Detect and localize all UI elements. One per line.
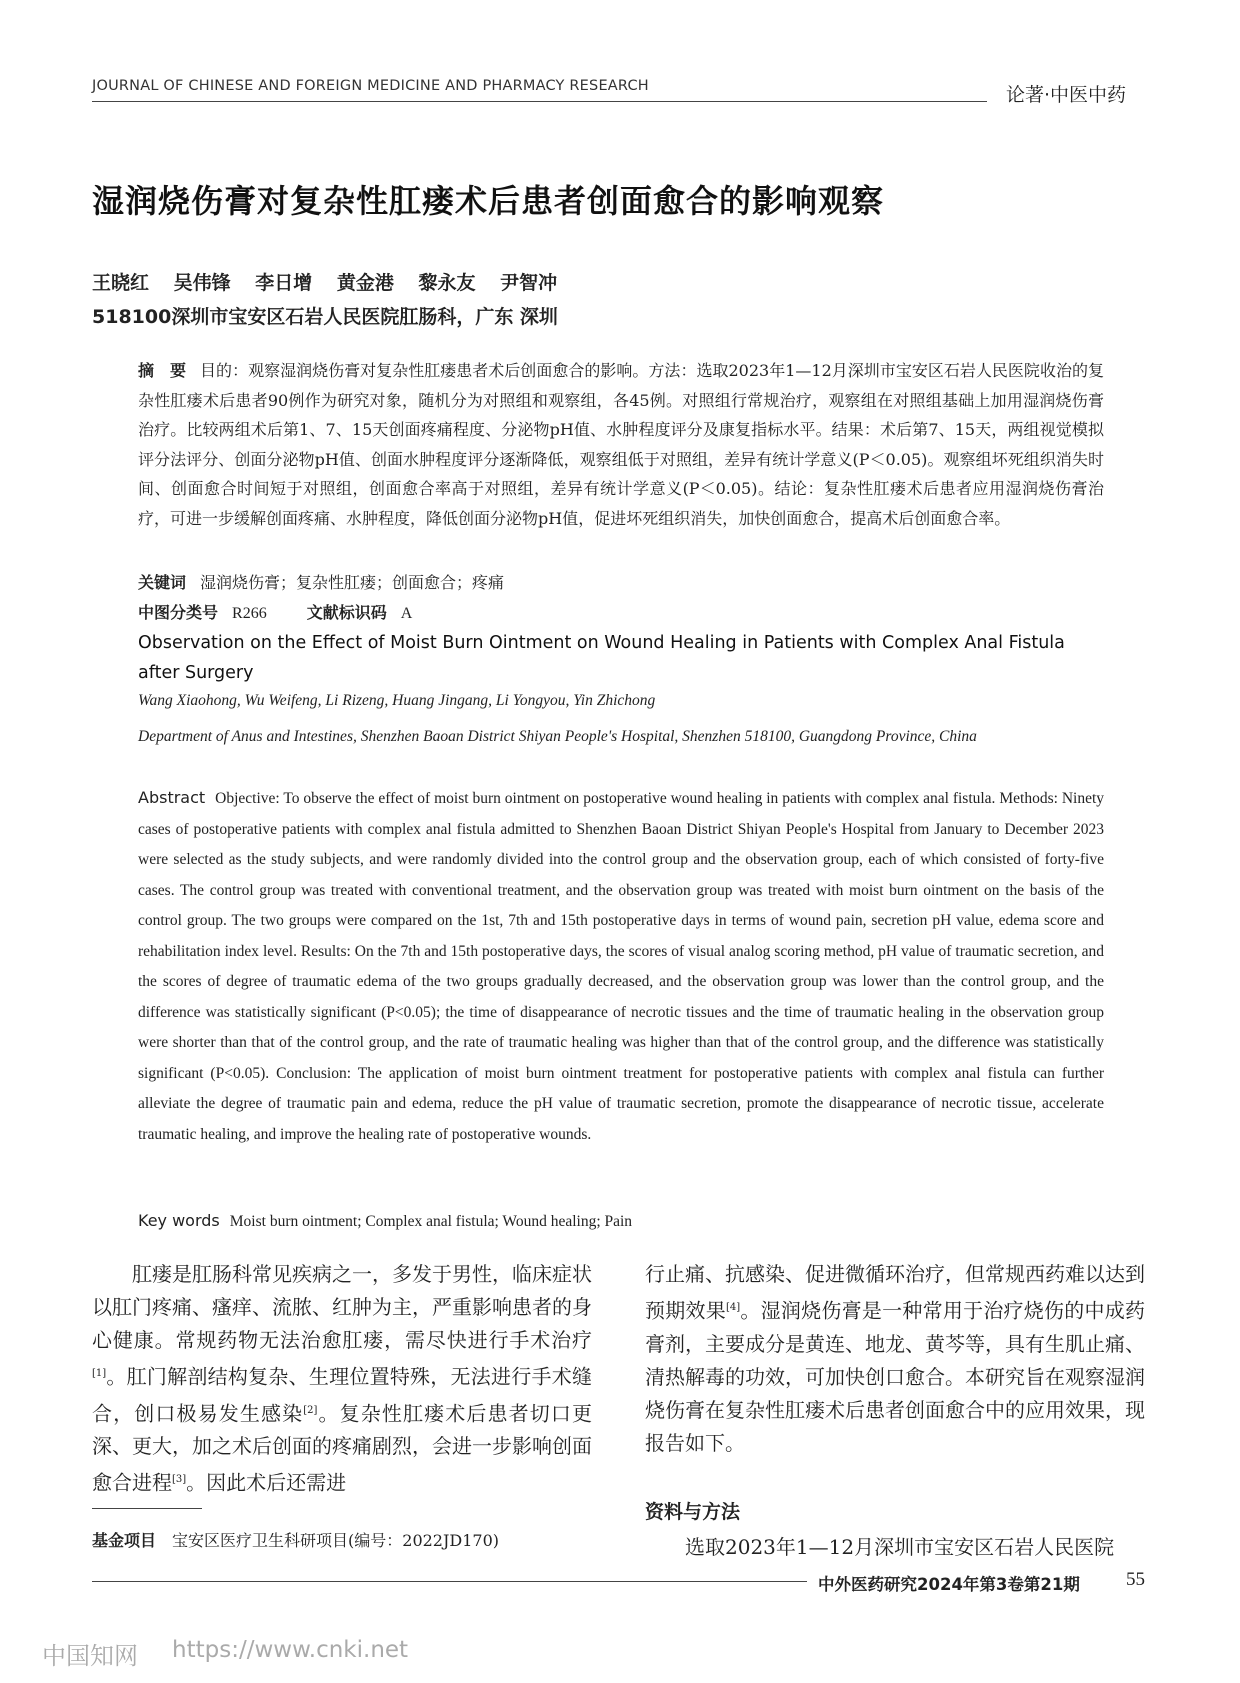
section-heading-methods: 资料与方法 — [645, 1501, 741, 1523]
citation-ref: [2] — [303, 1404, 318, 1416]
abstract-label: 摘 要 — [138, 361, 187, 380]
body-column-left — [92, 1258, 592, 1500]
english-abstract-text: Objective: To observe the effect of moist burn ointment on postoperative wound healing in patients with complex anal fistula. Methods: Ninety cases of postoperative patients with complex anal fistula admitted to Shenzhen Baoan District Shiyan People's Hospital from January to December 2023 were selected as the study subjects, and were randomly divided into the control group and the observation group, each of which consisted of forty-five cases. The control group was treated with conventional treatment, and the observation group was treated with moist burn ointment on the basis of the control group. The two groups were compared on the 1st, 7th and 15th postoperative days in terms of wound pain, secretion pH value, edema score and rehabilitation index level. Results: On the 7th and 15th postoperative days, the scores of visual analog scoring method, pH value of traumatic secretion, and the scores of degree of traumatic edema of the two groups gradually decreased, and the observation group was lower than the control group, and the difference was statistically significant (P<0.05); the time of disappearance of necrotic tissues and the time of traumatic healing in the observation group were shorter than that of the control group, and the rate of traumatic healing was higher than that of the control group, and the difference was statistically significant (P<0.05). Conclusion: The application of moist burn ointment treatment for postoperative patients with complex anal fistula can further alleviate the degree of traumatic pain and edema, reduce the pH value of traumatic secretion, promote the disappearance of necrotic tissue, accelerate traumatic healing, and improve the healing rate of postoperative wounds. — [138, 790, 1104, 1143]
watermark-brand: 中国知网 — [42, 1642, 138, 1670]
header-rule — [92, 101, 987, 102]
funding-footnote — [92, 1528, 499, 1551]
chinese-keywords — [138, 568, 1104, 598]
author-list: 王晓红 吴伟锋 李日增 黄金港 黎永友 尹智冲 — [92, 272, 558, 294]
class-label: 中图分类号 — [138, 603, 219, 622]
citation-ref: [4] — [725, 1302, 741, 1313]
chinese-abstract — [138, 356, 1104, 533]
doc-code-value: A — [400, 605, 413, 622]
body-text: 行止痛、抗感染、促进微循环治疗，但常规西药难以达到预期效果 — [645, 1262, 1145, 1323]
body-text: 。湿润烧伤膏是一种常用于治疗烧伤的中成药膏剂，主要成分是黄连、地龙、黄芩等，具有生肌止痛、清热解毒的功效，可加快创口愈合。本研究旨在观察湿润烧伤膏在复杂性肛瘘术后患者创面愈合中的应用效果，现报告如下。 — [645, 1298, 1146, 1455]
classification-line — [138, 598, 1104, 629]
footer-rule — [92, 1581, 807, 1582]
body-text: 。肛门解剖结构复杂、生理位置特殊，无法进行手术缝合，创口极易发生感染 — [92, 1364, 592, 1426]
english-title: Observation on the Effect of Moist Burn Ointment on Wound Healing in Patients with Complex Anal Fistula after Surgery — [138, 633, 1065, 683]
article-title: 湿润烧伤膏对复杂性肛瘘术后患者创面愈合的影响观察 — [92, 182, 885, 220]
english-keywords — [138, 1211, 1104, 1231]
doc-code-label: 文献标识码 — [306, 603, 387, 622]
page-number: 55 — [1126, 1569, 1145, 1590]
body-text: 。因此术后还需进 — [186, 1470, 347, 1495]
funding-text: 宝安区医疗卫生科研项目(编号：2022JD170) — [172, 1531, 500, 1550]
english-abstract — [138, 783, 1104, 1150]
funding-label: 基金项目 — [92, 1531, 157, 1550]
body-text: 。复杂性肛瘘术后患者切口更深、更大，加之术后创面的疼痛剧烈，会进一步影响创面愈合进程 — [92, 1401, 593, 1495]
running-header-section: 论著·中医中药 — [1006, 84, 1127, 106]
affiliation: 518100深圳市宝安区石岩人民医院肛肠科，广东 深圳 — [92, 306, 558, 328]
footnote-rule — [92, 1508, 202, 1509]
footer-journal-issue: 中外医药研究2024年第3卷第21期 — [818, 1575, 1080, 1594]
abstract-text: 目的：观察湿润烧伤膏对复杂性肛瘘患者术后创面愈合的影响。方法：选取2023年1—12月深圳市宝安区石岩人民医院收治的复杂性肛瘘术后患者90例作为研究对象，随机分为对照组和观察组，各45例。对照组行常规治疗，观察组在对照组基础上加用湿润烧伤膏治疗。比较两组术后第1、7、15天创面疼痛程度、分泌物pH值、水肿程度评分及康复指标水平。结果：术后第7、15天，两组视觉模拟评分法评分、创面分泌物pH值、创面水肿程度评分逐渐降低，观察组低于对照组，差异有统计学意义(P＜0.05)。观察组坏死组织消失时间、创面愈合时间短于对照组，创面愈合率高于对照组，差异有统计学意义(P＜0.05)。结论：复杂性肛瘘术后患者应用湿润烧伤膏治疗，可进一步缓解创面疼痛、水肿程度，降低创面分泌物pH值，促进坏死组织消失，加快创面愈合，提高术后创面愈合率。 — [138, 361, 1104, 528]
english-affiliation: Department of Anus and Intestines, Shenzhen Baoan District Shiyan People's Hospital, Shenzhen 518100, Guangdong Province, China — [138, 728, 977, 745]
class-value: R266 — [232, 605, 267, 622]
methods-first-line: 选取2023年1—12月深圳市宝安区石岩人民医院 — [685, 1535, 1115, 1559]
running-header-journal: JOURNAL OF CHINESE AND FOREIGN MEDICINE AND PHARMACY RESEARCH — [92, 78, 649, 94]
watermark-url: https://www.cnki.net — [172, 1637, 409, 1663]
keywords-text: 湿润烧伤膏；复杂性肛瘘；创面愈合；疼痛 — [200, 573, 505, 592]
body-column-right — [645, 1258, 1145, 1460]
citation-ref: [3] — [172, 1474, 187, 1486]
citation-ref: [1] — [92, 1368, 107, 1379]
english-keywords-label: Key words — [138, 1211, 220, 1230]
english-abstract-label: Abstract — [138, 788, 206, 807]
english-authors: Wang Xiaohong, Wu Weifeng, Li Rizeng, Huang Jingang, Li Yongyou, Yin Zhichong — [138, 692, 656, 709]
english-keywords-text: Moist burn ointment; Complex anal fistula; Wound healing; Pain — [229, 1213, 633, 1230]
keywords-label: 关键词 — [138, 573, 187, 592]
body-text: 肛瘘是肛肠科常见疾病之一，多发于男性，临床症状以肛门疼痛、瘙痒、流脓、红肿为主，严重影响患者的身心健康。常规药物无法治愈肛瘘，需尽快进行手术治疗 — [92, 1262, 592, 1352]
